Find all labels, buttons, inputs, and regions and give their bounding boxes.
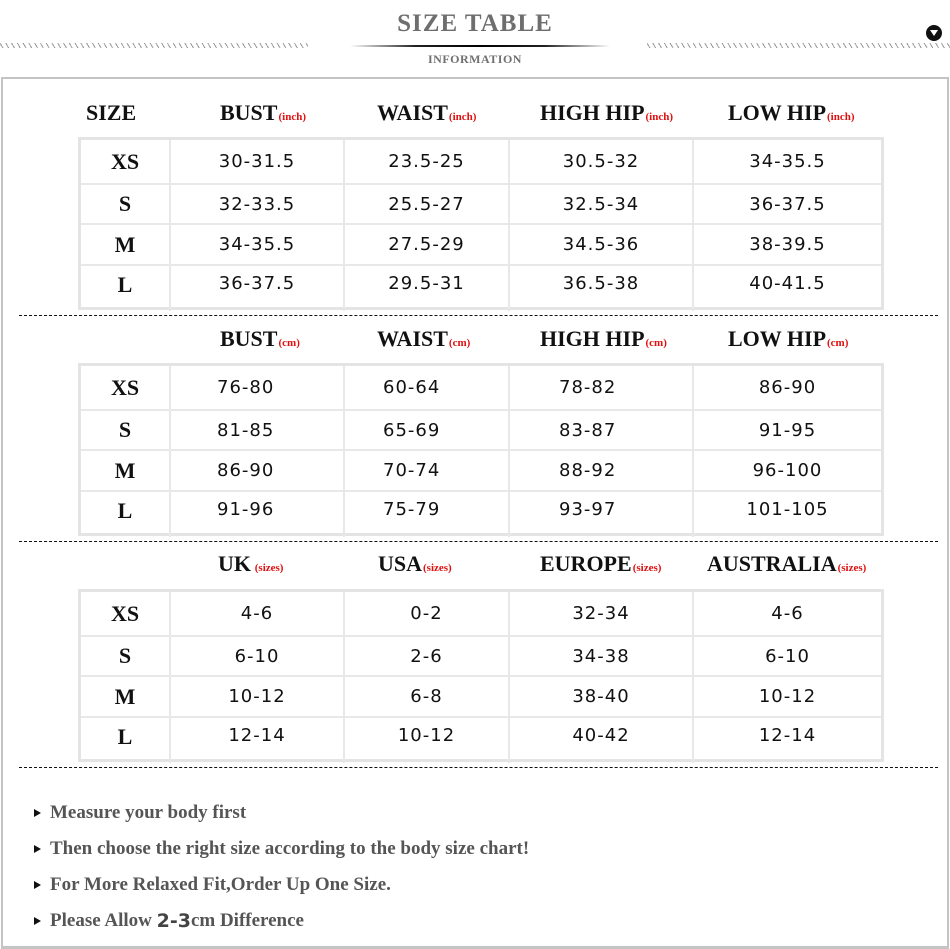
decorative-hatch-right [647,43,950,48]
value-cell: 6-10 [765,645,810,667]
value-cell: 36-37.5 [171,266,345,311]
triangle-bullet-icon [34,881,41,889]
table-row [81,225,881,266]
notes-list [34,795,529,939]
value-cell: 12-14 [171,718,345,763]
triangle-bullet-icon [34,845,41,853]
value-cell: 25.5-27 [345,185,510,223]
table-row [81,140,881,185]
value-cell: 65-69 [345,411,510,449]
value-cell: 4-6 [771,603,804,624]
value-cell: 34-38 [510,637,694,675]
size-cell: S [81,185,171,223]
note-text-post: cm Difference [190,910,304,931]
table-row [81,185,881,225]
cm-header-low-hip: LOW HIP(cm) [728,326,849,351]
value-cell: 101-105 [746,499,829,520]
value-cell: 81-85 [171,411,345,449]
value-cell: 29.5-31 [345,266,510,311]
triangle-bullet-icon [34,809,41,817]
value-cell: 6-8 [345,677,510,716]
value-cell: 10-12 [345,718,510,763]
value-cell: 40-42 [510,718,694,763]
inch-header-low-hip: LOW HIP(inch) [728,100,855,125]
note-emphasis: 2-3 [156,910,191,932]
size-column-header: SIZE [86,100,137,125]
table-row [81,677,881,718]
value-cell: 10-12 [758,686,817,707]
value-cell: 30-31.5 [171,140,345,183]
region-header-europe: EUROPE(sizes) [540,551,662,576]
triangle-bullet-icon [34,917,41,925]
value-cell: 76-80 [171,366,345,409]
note-text: Measure your body first [50,802,247,823]
value-cell: 27.5-29 [345,225,510,264]
size-cell: XS [81,366,171,409]
note-item [34,795,529,831]
value-cell: 38-39.5 [749,234,826,255]
region-header-australia: AUSTRALIA(sizes) [707,551,867,576]
cm-size-table [78,363,884,536]
value-cell: 0-2 [345,592,510,635]
value-cell: 93-97 [510,492,694,537]
section-divider [19,541,938,542]
value-cell: 30.5-32 [510,140,694,183]
cm-header-waist: WAIST(cm) [377,326,471,351]
value-cell: 96-100 [752,460,823,481]
value-cell: 32-34 [510,592,694,635]
note-item [34,867,529,903]
value-cell: 23.5-25 [345,140,510,183]
region-size-table [78,589,884,762]
circle-down-arrow-icon[interactable] [926,25,942,41]
value-cell: 91-95 [758,419,817,441]
value-cell: 60-64 [345,366,510,409]
inch-header-bust: BUST(inch) [220,100,306,125]
size-cell: XS [81,140,171,183]
note-text: For More Relaxed Fit,Order Up One Size. [50,874,391,895]
value-cell: 4-6 [171,592,345,635]
note-text: Then choose the right size according to the body size chart! [50,838,530,859]
value-cell: 6-10 [171,637,345,675]
value-cell: 36.5-38 [510,266,694,311]
value-cell: 2-6 [345,637,510,675]
value-cell: 34-35.5 [171,225,345,264]
inch-size-table [78,137,884,310]
inch-header-high-hip: HIGH HIP(inch) [540,100,674,125]
value-cell: 32.5-34 [510,185,694,223]
table-row [81,718,881,765]
value-cell: 12-14 [758,725,817,746]
value-cell: 10-12 [171,677,345,716]
cm-header-bust: BUST(cm) [220,326,300,351]
section-divider [19,767,938,768]
value-cell: 32-33.5 [171,185,345,223]
size-cell: XS [81,592,171,635]
note-text-pre: Please Allow [50,910,157,931]
value-cell: 86-90 [171,451,345,490]
table-row [81,266,881,313]
table-row [81,637,881,677]
value-cell: 34.5-36 [510,225,694,264]
decorative-hatch-left [0,43,308,48]
inch-header-waist: WAIST(inch) [377,100,477,125]
value-cell: 88-92 [510,451,694,490]
note-item [34,831,529,867]
size-cell: M [81,225,171,264]
size-cell: L [81,266,171,311]
value-cell: 91-96 [171,492,345,537]
size-cell: M [81,451,171,490]
table-row [81,451,881,492]
table-row [81,592,881,637]
value-cell: 78-82 [510,366,694,409]
value-cell: 36-37.5 [749,193,826,215]
size-cell: M [81,677,171,716]
table-row [81,492,881,539]
size-cell: L [81,492,171,537]
table-row [81,411,881,451]
size-cell: L [81,718,171,763]
size-cell: S [81,411,171,449]
size-cell: S [81,637,171,675]
value-cell: 40-41.5 [749,273,826,294]
page-subtitle: INFORMATION [428,52,522,66]
value-cell: 70-74 [345,451,510,490]
value-cell: 83-87 [510,411,694,449]
value-cell: 86-90 [758,377,817,398]
region-header-uk: UK (sizes) [218,551,284,576]
note-item [34,903,529,939]
cm-header-high-hip: HIGH HIP(cm) [540,326,667,351]
table-row [81,366,881,411]
region-header-usa: USA(sizes) [378,551,452,576]
section-divider [19,315,938,316]
title-divider [350,45,610,47]
value-cell: 75-79 [345,492,510,537]
page-title: SIZE TABLE [397,10,553,37]
value-cell: 34-35.5 [749,151,826,172]
value-cell: 38-40 [510,677,694,716]
